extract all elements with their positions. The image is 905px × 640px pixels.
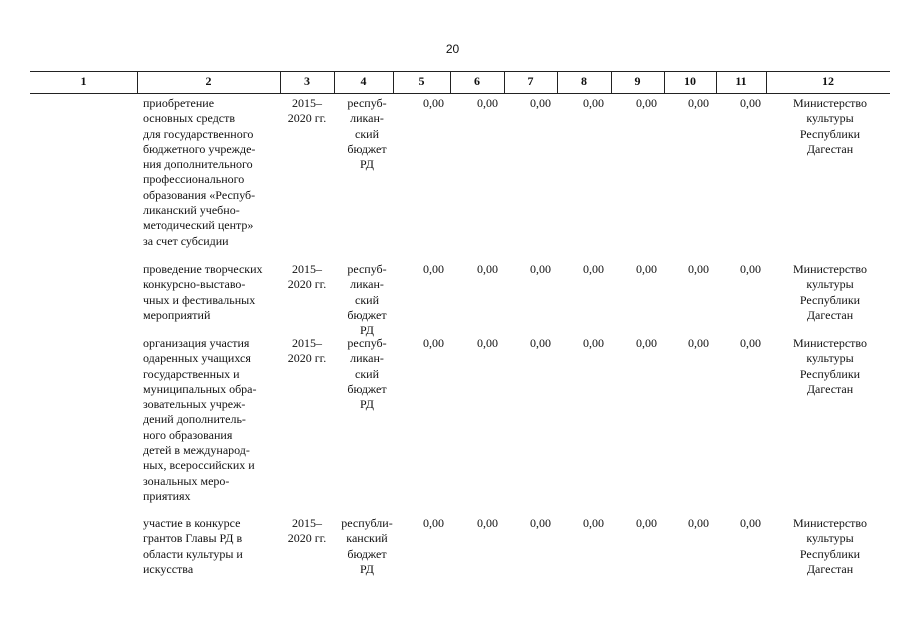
row-value: 0,00 bbox=[423, 96, 444, 110]
row-period: 2015– 2020 гг. bbox=[287, 96, 327, 126]
row-executor: Министерство культуры Республики Дагестан bbox=[793, 96, 867, 156]
row-value: 0,00 bbox=[740, 96, 761, 110]
row-value: 0,00 bbox=[477, 262, 498, 276]
row-value: 0,00 bbox=[583, 96, 604, 110]
row-value: 0,00 bbox=[740, 262, 761, 276]
row-value: 0,00 bbox=[636, 262, 657, 276]
row-value: 0,00 bbox=[423, 516, 444, 530]
row-value: 0,00 bbox=[423, 262, 444, 276]
row-value: 0,00 bbox=[740, 516, 761, 530]
row-executor: Министерство культуры Республики Дагестан bbox=[793, 262, 867, 322]
row-value: 0,00 bbox=[530, 96, 551, 110]
row-value: 0,00 bbox=[477, 336, 498, 350]
column-header-2: 2 bbox=[205, 74, 212, 88]
column-header-4: 4 bbox=[360, 74, 367, 88]
column-header-11: 11 bbox=[735, 74, 747, 88]
row-value: 0,00 bbox=[423, 336, 444, 350]
row-period: 2015– 2020 гг. bbox=[287, 516, 327, 546]
column-header-7: 7 bbox=[527, 74, 534, 88]
column-header-1: 1 bbox=[80, 74, 87, 88]
row-value: 0,00 bbox=[530, 262, 551, 276]
column-header-5: 5 bbox=[418, 74, 425, 88]
row-value: 0,00 bbox=[583, 516, 604, 530]
column-header-9: 9 bbox=[634, 74, 641, 88]
row-funding-source: республи- канский бюджет РД bbox=[341, 516, 393, 576]
row-executor: Министерство культуры Республики Дагестан bbox=[793, 336, 867, 396]
row-period: 2015– 2020 гг. bbox=[287, 336, 327, 366]
header-bottom-rule bbox=[30, 93, 890, 94]
column-header-3: 3 bbox=[304, 74, 310, 88]
row-funding-source: респуб- ликан- ский бюджет РД bbox=[347, 96, 387, 172]
row-value: 0,00 bbox=[636, 336, 657, 350]
row-description: организация участия одаренных учащихся государственных и муниципальных обра- зовательных учреж- дений дополнитель- ного образования детей в международ- ных, всероссийских и зональных меро- приятиях bbox=[143, 336, 257, 503]
row-description: проведение творческих конкурсно-выставо- чных и фестивальных мероприятий bbox=[143, 262, 263, 322]
row-funding-source: респуб- ликан- ский бюджет РД bbox=[347, 336, 387, 412]
row-executor: Министерство культуры Республики Дагестан bbox=[793, 516, 867, 576]
row-value: 0,00 bbox=[583, 262, 604, 276]
row-value: 0,00 bbox=[583, 336, 604, 350]
row-value: 0,00 bbox=[740, 336, 761, 350]
row-value: 0,00 bbox=[477, 96, 498, 110]
column-header-8: 8 bbox=[581, 74, 587, 88]
row-value: 0,00 bbox=[688, 516, 709, 530]
table-header bbox=[30, 71, 890, 94]
column-header-10: 10 bbox=[684, 74, 696, 88]
row-value: 0,00 bbox=[636, 516, 657, 530]
row-value: 0,00 bbox=[477, 516, 498, 530]
row-period: 2015– 2020 гг. bbox=[287, 262, 327, 292]
page-number: 20 bbox=[445, 42, 460, 56]
column-header-6: 6 bbox=[474, 74, 480, 88]
row-description: приобретение основных средств для государственного бюджетного учрежде- ния дополнительного профессионального образования «Респуб- ликанский учебно- методический центр» за счет субсидии bbox=[143, 96, 256, 248]
row-value: 0,00 bbox=[530, 336, 551, 350]
header-top-rule bbox=[30, 71, 890, 72]
row-value: 0,00 bbox=[688, 262, 709, 276]
row-funding-source: респуб- ликан- ский бюджет РД bbox=[347, 262, 387, 338]
row-value: 0,00 bbox=[688, 96, 709, 110]
row-value: 0,00 bbox=[688, 336, 709, 350]
row-value: 0,00 bbox=[530, 516, 551, 530]
row-value: 0,00 bbox=[636, 96, 657, 110]
row-description: участие в конкурсе грантов Главы РД в области культуры и искусства bbox=[143, 516, 243, 576]
column-header-12: 12 bbox=[822, 74, 834, 88]
